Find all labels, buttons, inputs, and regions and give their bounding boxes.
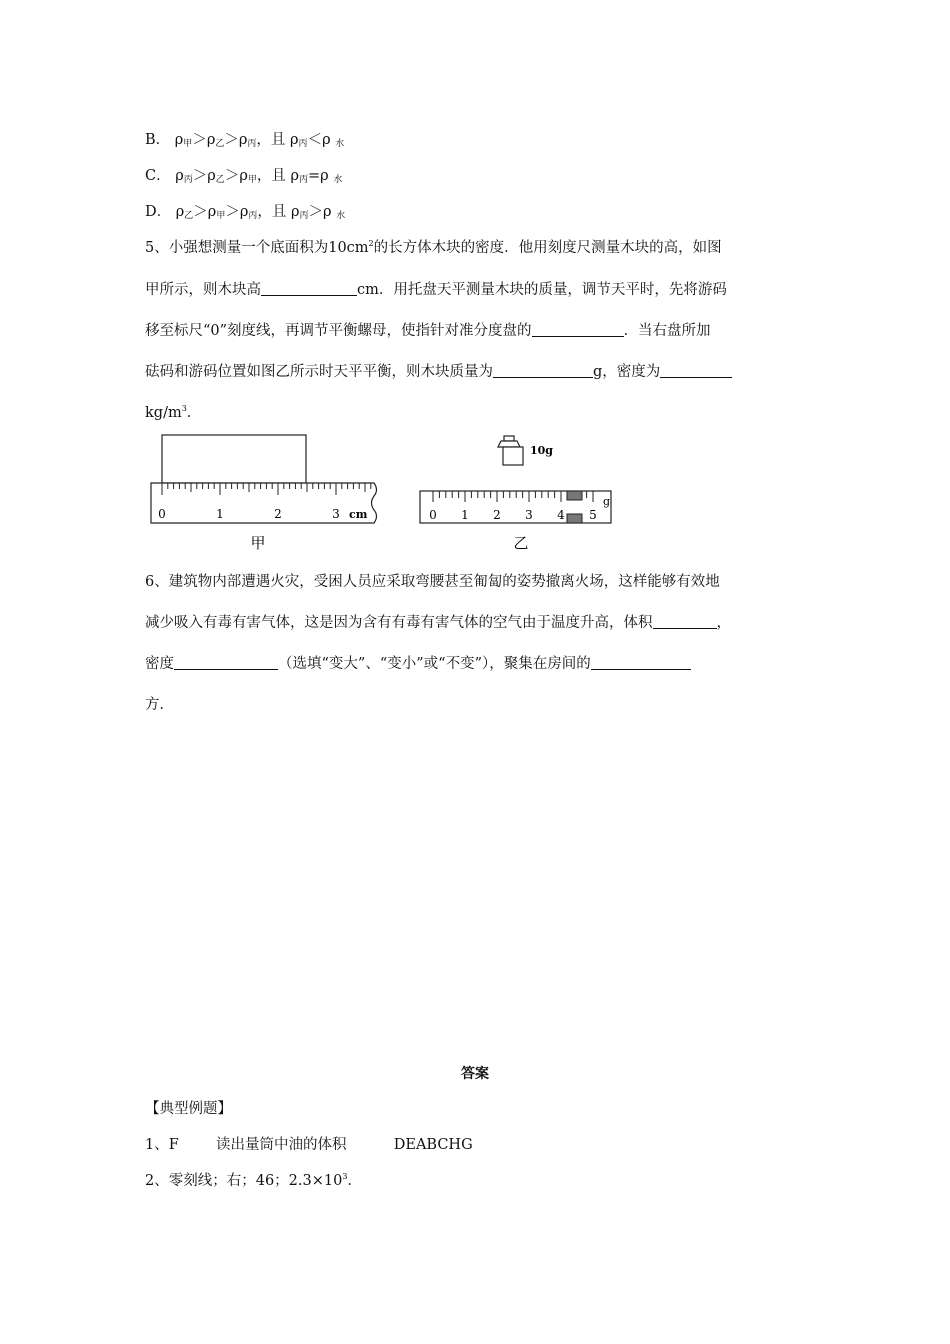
ruler-label-0: 0	[158, 507, 166, 521]
ruler-label-1: 1	[216, 507, 224, 521]
scale-label-0: 0	[429, 508, 437, 522]
q5-line-5: $kg/m^3$．	[145, 404, 202, 421]
q6-line-3: 密度 （选填“变大”、“变小”或“不变”），聚集在房间的	[145, 652, 691, 673]
volume-answer-blank[interactable]	[653, 614, 717, 629]
option-c: C． $\rho_丙>\rho_乙>\rho_甲$，且 $\rho_丙=\rho$ $_水$	[145, 168, 343, 185]
weight-knob	[504, 436, 514, 441]
q6-line-4: 方．	[145, 697, 174, 713]
density-change-blank[interactable]	[174, 655, 278, 670]
scale-unit: g	[603, 495, 611, 508]
q6-line-1: 6、建筑物内部遭遇火灾，受困人员应采取弯腰甚至匍匐的姿势撤离火场，这样能够有效地	[145, 574, 720, 590]
answer-2: 2、零刻线；右；46；$2.3\times 10^3$．	[145, 1172, 362, 1189]
weight-10g	[503, 447, 523, 465]
q6-line-2: 减少吸入有毒有害气体，这是因为含有有毒有害气体的空气由于温度升高，体积 ，	[145, 615, 731, 631]
q5-line-2: 甲所示，则木块高 cm．用托盘天平测量木块的质量，调节天平时，先将游码	[145, 282, 727, 298]
ruler-diagram	[151, 435, 377, 552]
scale-label-1: 1	[461, 508, 469, 522]
option-b: B． $\rho_甲>\rho_乙>\rho_丙$，且 $\rho_丙<\rho$ $_水$	[145, 132, 345, 149]
ruler-unit: cm	[349, 508, 368, 521]
ruler-label-2: 2	[274, 507, 282, 521]
position-answer-blank[interactable]	[591, 655, 691, 670]
rider-top	[567, 491, 582, 500]
ruler-label-3: 3	[332, 507, 340, 521]
q5-line-1: 5、小强想测量一个底面积为$10cm^2$的长方体木块的密度．他用刻度尺测量木块的高，如图	[145, 239, 722, 256]
density-answer-blank[interactable]	[660, 363, 732, 378]
caption-yi: 乙	[513, 534, 529, 552]
answers-heading: 答案	[461, 1066, 489, 1082]
answers-section-title: 【典型例题】	[145, 1101, 232, 1117]
scale-label-4: 4	[557, 508, 565, 522]
caption-jia: 甲	[250, 534, 266, 552]
weight-label: 10g	[530, 444, 553, 457]
q5-line-3: 移至标尺“0”刻度线，再调节平衡螺母，使指针对准分度盘的 ．当右盘所加	[145, 323, 711, 339]
wood-block	[162, 435, 306, 483]
measurement-figure	[145, 430, 635, 560]
scale-label-5: 5	[589, 508, 597, 522]
mass-answer-blank[interactable]	[493, 363, 593, 378]
balance-diagram	[420, 436, 611, 552]
answer-1: 1、F 读出量筒中油的体积 DEABCHG	[145, 1137, 473, 1153]
option-d: D． $\rho_乙>\rho_甲>\rho_丙$，且 $\rho_丙>\rho$ $_水$	[145, 204, 346, 221]
scale-label-3: 3	[525, 508, 533, 522]
weight-neck	[498, 441, 520, 447]
height-answer-blank[interactable]	[261, 281, 357, 296]
rider-bottom	[567, 514, 582, 523]
pointer-answer-blank[interactable]	[532, 322, 624, 337]
scale-label-2: 2	[493, 508, 501, 522]
q5-line-4: 砝码和游码位置如图乙所示时天平平衡，则木块质量为 g，密度为	[145, 360, 732, 381]
